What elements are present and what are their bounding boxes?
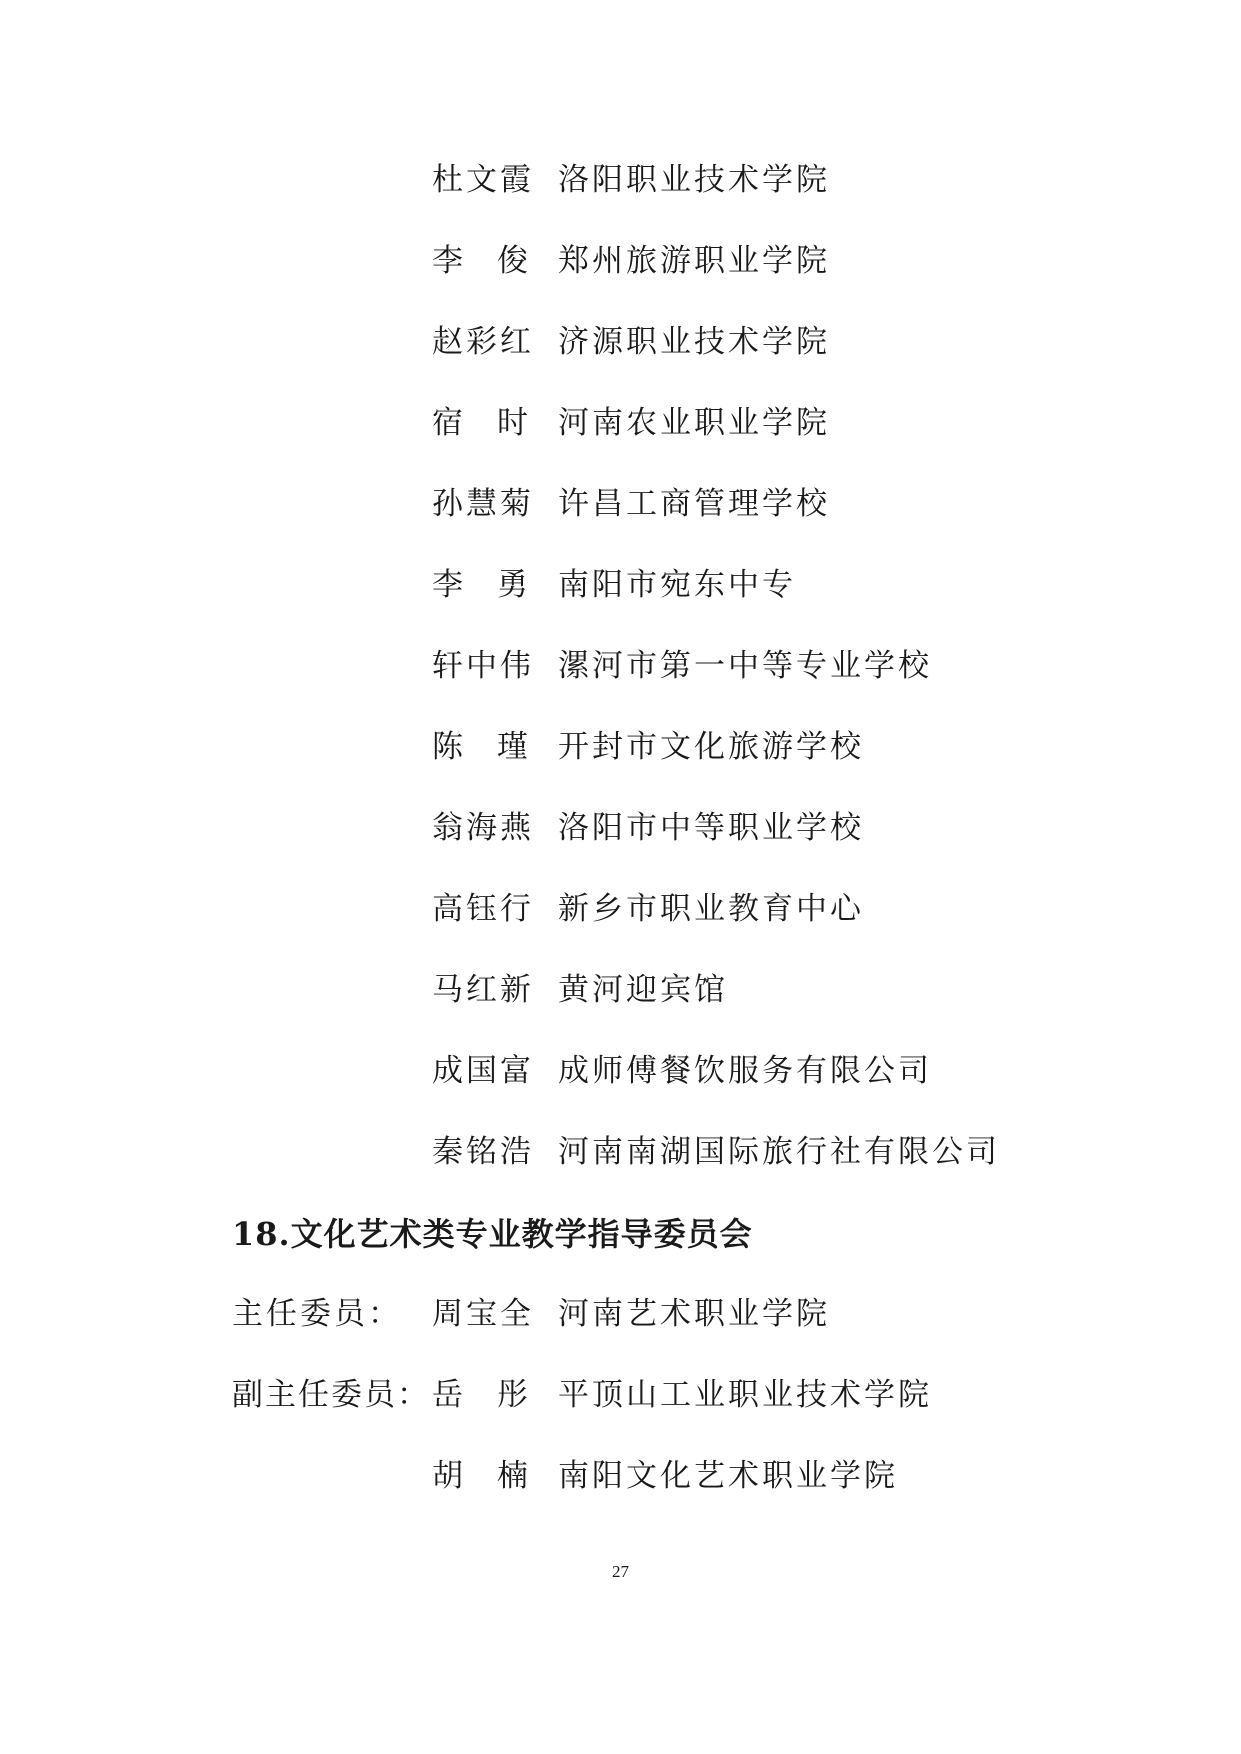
vice-director-org: 南阳文化艺术职业学院 [558,1458,898,1494]
member-name: 成国富 [432,1053,534,1089]
member-org: 济源职业技术学院 [558,324,830,360]
vice-director-name [432,1456,528,1496]
member-name: 孙慧菊 [432,486,534,522]
member-org: 河南农业职业学院 [558,405,830,441]
member-name: 翁海燕 [432,810,534,846]
name-character: 俊 [497,243,528,279]
member-org: 开封市文化旅游学校 [558,729,864,765]
director-org: 河南艺术职业学院 [558,1296,830,1332]
member-org: 河南南湖国际旅行社有限公司 [558,1134,1000,1170]
vice-director-name [432,1375,528,1415]
member-name: 高钰行 [432,891,534,927]
section-heading: 18.文化艺术类专业教学指导委员会 [232,1215,753,1253]
member-name: 杜文霞 [432,162,534,198]
member-org: 成师傅餐饮服务有限公司 [558,1053,932,1089]
name-character: 李 [432,567,463,603]
member-name: 轩中伟 [432,648,534,684]
member-org: 许昌工商管理学校 [558,486,830,522]
name-character: 楠 [497,1458,528,1494]
member-org: 黄河迎宾馆 [558,972,728,1008]
name-character: 瑾 [497,729,528,765]
director-role-label: 主任委员： [232,1296,402,1332]
name-character: 岳 [432,1377,463,1413]
member-name [432,727,528,767]
member-name [432,241,528,281]
name-character: 时 [497,405,528,441]
member-org: 漯河市第一中等专业学校 [558,648,932,684]
name-character: 李 [432,243,463,279]
member-org: 新乡市职业教育中心 [558,891,864,927]
member-name: 秦铭浩 [432,1134,534,1170]
member-name [432,403,528,443]
director-name: 周宝全 [432,1296,534,1332]
member-name: 马红新 [432,972,534,1008]
member-name [432,565,528,605]
vice-director-org: 平顶山工业职业技术学院 [558,1377,932,1413]
member-org: 郑州旅游职业学院 [558,243,830,279]
page-number: 27 [612,1562,629,1581]
name-character: 胡 [432,1458,463,1494]
member-org: 南阳市宛东中专 [558,567,796,603]
name-character: 勇 [497,567,528,603]
member-name: 赵彩红 [432,324,534,360]
member-org: 洛阳职业技术学院 [558,162,830,198]
name-character: 彤 [497,1377,528,1413]
vice-director-role-label: 副主任委员： [232,1377,430,1413]
member-org: 洛阳市中等职业学校 [558,810,864,846]
name-character: 宿 [432,405,463,441]
name-character: 陈 [432,729,463,765]
